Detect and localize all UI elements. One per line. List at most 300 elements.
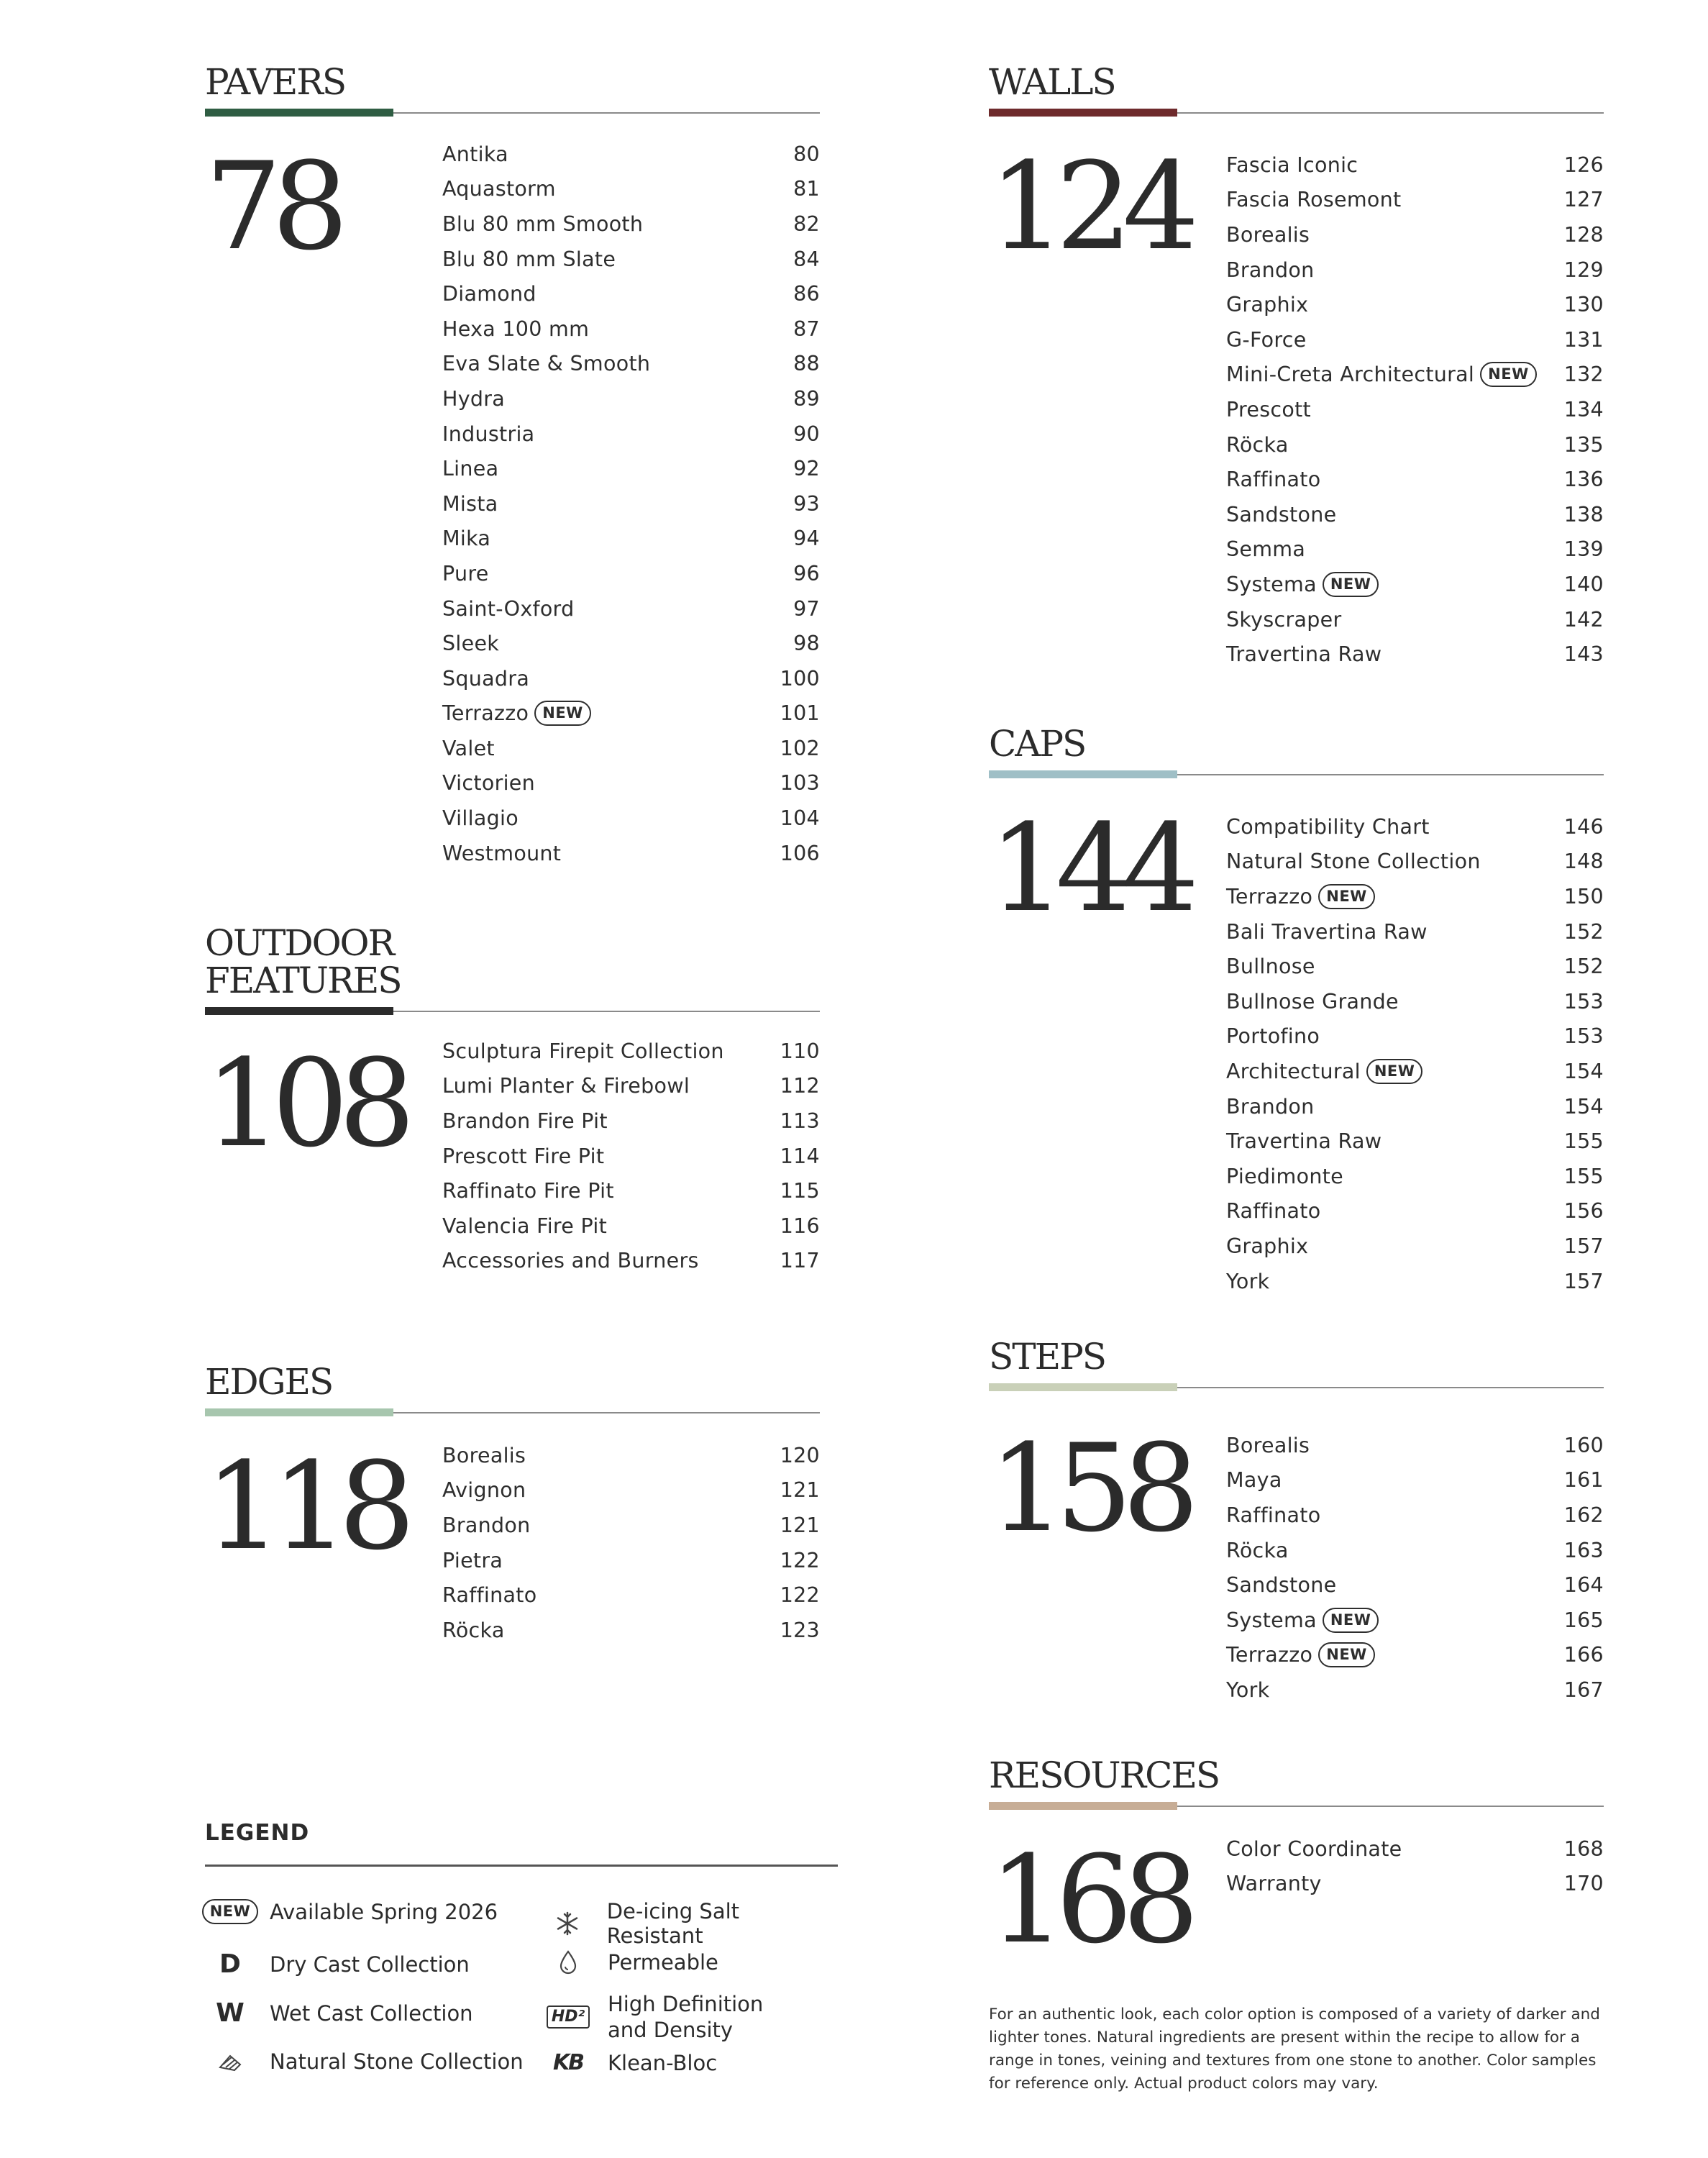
list-item [442, 766, 820, 801]
water-drop-icon [543, 1949, 593, 1975]
list-item [1226, 1229, 1604, 1264]
list-item [442, 591, 820, 627]
item-name-text: Terrazzo [442, 701, 529, 726]
new-badge: NEW [1318, 884, 1375, 909]
list-item [1226, 1638, 1604, 1673]
item-page: 170 [1563, 1872, 1604, 1896]
new-badge: NEW [1366, 1059, 1423, 1084]
legend-deicing [543, 1899, 838, 1948]
item-name [442, 352, 650, 375]
item-page: 143 [1563, 642, 1604, 667]
item-name [442, 1214, 607, 1238]
list-item [1226, 1831, 1604, 1867]
item-page: 128 [1563, 222, 1604, 247]
item-page: 165 [1563, 1608, 1604, 1632]
item-name-text: Bullnose [1226, 955, 1315, 979]
section-accent-bar [205, 1408, 393, 1416]
hd2-logo-icon: HD² [543, 2006, 593, 2029]
item-name-text: Hexa 100 mm [442, 317, 590, 341]
item-name-text: Pure [442, 561, 489, 586]
list-item [1226, 1089, 1604, 1124]
item-page: 120 [780, 1443, 820, 1467]
list-item [442, 1438, 820, 1473]
item-name [1226, 1165, 1343, 1188]
item-name [1226, 293, 1308, 317]
item-name-text: Westmount [442, 841, 562, 865]
item-page: 117 [780, 1249, 820, 1273]
item-name [1226, 223, 1310, 247]
wet-cast-icon: W [216, 1998, 245, 2028]
legend-natural-stone [205, 2049, 524, 2075]
item-name-text: Terrazzo [1226, 884, 1313, 909]
legend-label: De-icing Salt Resistant [606, 1899, 740, 1948]
legend-klean-bloc [543, 2050, 717, 2075]
item-name [442, 492, 498, 516]
item-page: 113 [780, 1108, 820, 1133]
item-page: 122 [780, 1583, 820, 1608]
item-page: 167 [1563, 1677, 1604, 1702]
list-item [442, 1173, 820, 1208]
section-caps [989, 723, 1604, 1293]
stone-layers-icon [205, 2049, 255, 2075]
list-item [1226, 949, 1604, 984]
list-item [442, 522, 820, 557]
item-name [1226, 1468, 1282, 1492]
item-name-text: Natural Stone Collection [1226, 850, 1481, 874]
item-name-text: Industria [442, 422, 535, 446]
item-page: 101 [780, 701, 820, 726]
section-rule [989, 1801, 1604, 1811]
section-title: PAVERS [205, 61, 346, 103]
list-item [442, 381, 820, 416]
item-page: 94 [793, 527, 820, 551]
list-item [1226, 1264, 1604, 1299]
item-page: 139 [1563, 537, 1604, 562]
item-name [442, 1549, 503, 1572]
item-name-text: Bullnose Grande [1226, 989, 1399, 1014]
item-page: 154 [1563, 1059, 1604, 1083]
item-list [442, 137, 820, 870]
item-page: 103 [780, 771, 820, 796]
legend-label: Dry Cast Collection [270, 1952, 470, 1977]
section-title: WALLS [989, 61, 1115, 103]
list-item [1226, 462, 1604, 497]
list-item [1226, 1194, 1604, 1229]
list-item [442, 451, 820, 486]
item-name [1226, 153, 1358, 177]
item-name [1226, 642, 1382, 666]
list-item [442, 1103, 820, 1139]
dry-cast-icon: D [219, 1949, 241, 1979]
item-name [442, 1444, 526, 1467]
item-name [442, 1179, 614, 1203]
item-name [442, 387, 505, 411]
item-page: 140 [1563, 572, 1604, 596]
item-name-text: G-Force [1226, 327, 1307, 352]
list-item [442, 1473, 820, 1508]
item-name-text: Graphix [1226, 293, 1309, 317]
item-page: 160 [1563, 1433, 1604, 1457]
list-item [1226, 879, 1604, 914]
section-edges [205, 1361, 820, 1642]
legend-label: Wet Cast Collection [270, 2000, 473, 2026]
list-item [1226, 1498, 1604, 1533]
list-item [442, 836, 820, 871]
item-name-text: Mika [442, 527, 491, 551]
list-item [1226, 809, 1604, 844]
list-item [1226, 567, 1604, 602]
list-item [1226, 1533, 1604, 1568]
item-name [1226, 468, 1320, 491]
item-name-text: York [1226, 1677, 1270, 1702]
section-steps [989, 1336, 1604, 1702]
item-page: 155 [1563, 1129, 1604, 1154]
item-page: 102 [780, 736, 820, 760]
list-item [1226, 1603, 1604, 1638]
section-resources [989, 1754, 1604, 1970]
item-name [442, 317, 589, 341]
list-item [442, 276, 820, 311]
list-item [442, 1034, 820, 1069]
section-page-number: 158 [989, 1418, 1189, 1559]
item-page: 98 [793, 632, 820, 656]
item-name-text: Aquastorm [442, 177, 556, 201]
list-item [442, 1208, 820, 1244]
item-name [1226, 608, 1342, 632]
list-item [1226, 1159, 1604, 1194]
item-page: 138 [1563, 502, 1604, 527]
item-name-text: Röcka [442, 1618, 505, 1642]
item-page: 116 [780, 1214, 820, 1238]
list-item [1226, 1019, 1604, 1055]
list-item [442, 416, 820, 452]
item-page: 132 [1563, 363, 1604, 387]
item-name-text: Terrazzo [1226, 1643, 1313, 1667]
item-name [1226, 328, 1307, 352]
item-name-text: Sculptura Firepit Collection [442, 1039, 724, 1063]
item-page: 92 [793, 457, 820, 481]
item-name-text: Brandon [442, 1513, 531, 1537]
list-item [1226, 602, 1604, 637]
section-rule [989, 108, 1604, 118]
item-name [442, 1109, 608, 1133]
item-page: 104 [780, 806, 820, 831]
item-name [442, 667, 529, 691]
section-page-number: 108 [205, 1033, 406, 1174]
item-page: 157 [1563, 1234, 1604, 1258]
item-name [1226, 1059, 1422, 1084]
klean-bloc-logo-icon: KB [552, 2050, 584, 2075]
item-name [442, 771, 535, 795]
list-item [1226, 637, 1604, 672]
list-item [442, 1139, 820, 1174]
item-name [1226, 1234, 1308, 1258]
item-page: 135 [1563, 432, 1604, 457]
legend-title: LEGEND [205, 1820, 310, 1846]
section-page-number: 118 [205, 1436, 406, 1577]
list-item [442, 626, 820, 661]
item-page: 88 [793, 352, 820, 376]
item-name-text: Skyscraper [1226, 607, 1342, 632]
item-name [1226, 1434, 1310, 1457]
item-name-text: Compatibility Chart [1226, 814, 1430, 839]
item-page: 86 [793, 282, 820, 306]
legend-hd2 [543, 1991, 763, 2043]
item-name-text: Squadra [442, 666, 530, 691]
section-page-number: 144 [989, 798, 1189, 939]
item-list [1226, 147, 1604, 672]
item-name-text: Villagio [442, 806, 519, 831]
list-item [1226, 1867, 1604, 1902]
list-item [1226, 844, 1604, 880]
item-name-text: Pietra [442, 1548, 503, 1572]
item-name-text: Travertina Raw [1226, 1129, 1382, 1154]
section-rule [205, 108, 820, 118]
item-name-text: Linea [442, 457, 499, 481]
list-item [442, 1613, 820, 1648]
section-accent-bar [989, 1802, 1177, 1810]
item-name-text: York [1226, 1269, 1270, 1293]
item-name [442, 177, 556, 201]
legend-label: Permeable [608, 1950, 718, 1975]
item-name [442, 282, 536, 306]
list-item [1226, 984, 1604, 1019]
item-name [1226, 1872, 1322, 1895]
legend-label: Natural Stone Collection [270, 2049, 524, 2074]
list-item [1226, 532, 1604, 568]
item-name [442, 737, 495, 760]
item-name [442, 701, 591, 726]
legend-permeable [543, 1949, 718, 1975]
item-name-text: Accessories and Burners [442, 1249, 699, 1273]
list-item [442, 172, 820, 207]
item-name [442, 842, 561, 865]
item-name-text: Saint-Oxford [442, 596, 575, 621]
item-name [1226, 1678, 1269, 1702]
item-list [442, 1438, 820, 1648]
list-item [1226, 217, 1604, 252]
item-page: 153 [1563, 1024, 1604, 1049]
item-name-text: Color Coordinate [1226, 1836, 1402, 1861]
item-name [1226, 362, 1537, 387]
item-name [442, 457, 498, 481]
item-name [442, 422, 534, 446]
section-rule [205, 1006, 820, 1016]
new-badge: NEW [1323, 1608, 1379, 1633]
item-page: 126 [1563, 152, 1604, 177]
item-page: 157 [1563, 1269, 1604, 1293]
list-item [1226, 322, 1604, 358]
item-name [1226, 258, 1315, 282]
item-name-text: Röcka [1226, 1538, 1289, 1562]
item-page: 130 [1563, 293, 1604, 317]
item-name-text: Borealis [442, 1443, 526, 1467]
list-item [442, 661, 820, 696]
item-page: 163 [1563, 1538, 1604, 1562]
section-title: STEPS [989, 1336, 1105, 1378]
item-name-text: Victorien [442, 771, 536, 796]
list-item [442, 556, 820, 591]
item-name-text: Prescott [1226, 397, 1312, 422]
item-name-text: Sandstone [1226, 502, 1337, 527]
item-name [442, 527, 490, 550]
item-page: 114 [780, 1144, 820, 1168]
item-name-text: Borealis [1226, 222, 1310, 247]
section-rule [989, 770, 1604, 780]
item-name-text: Warranty [1226, 1872, 1322, 1896]
section-accent-bar [989, 1383, 1177, 1391]
item-name [1226, 1270, 1269, 1293]
item-name [1226, 1573, 1336, 1597]
item-name-text: Raffinato [442, 1583, 537, 1608]
item-list [1226, 809, 1604, 1298]
new-badge: NEW [1323, 572, 1379, 597]
item-name [442, 806, 519, 830]
item-page: 110 [780, 1039, 820, 1063]
item-list [1226, 1428, 1604, 1708]
section-title: OUTDOOR FEATURES [205, 922, 401, 1001]
section-rule [205, 1408, 820, 1418]
item-name [1226, 1608, 1379, 1633]
item-name-text: Brandon [1226, 1094, 1315, 1119]
item-name [1226, 398, 1311, 422]
item-name [442, 1583, 536, 1607]
item-name [1226, 1503, 1320, 1527]
item-name [442, 1513, 531, 1537]
item-page: 122 [780, 1548, 820, 1572]
list-item [442, 206, 820, 242]
item-name-text: Graphix [1226, 1234, 1309, 1258]
color-disclaimer-note: For an authentic look, each color option is composed of a variety of darker and lighter tones. Natural ingredients are present within the recipe to allow for a range in tones, veining and textures from one stone to another. Color samples for reference only. Actual product colors may vary. [989, 2006, 1600, 2093]
list-item [1226, 1463, 1604, 1498]
item-name-text: Blu 80 mm Smooth [442, 211, 644, 236]
item-name [442, 212, 643, 236]
item-name-text: Travertina Raw [1226, 642, 1382, 667]
item-name [442, 1074, 690, 1098]
section-page-number: 124 [989, 136, 1189, 277]
item-name-text: Fascia Iconic [1226, 152, 1358, 177]
legend-dry-cast [205, 1949, 470, 1979]
item-list [1226, 1831, 1604, 1901]
item-page: 150 [1563, 884, 1604, 909]
item-page: 146 [1563, 814, 1604, 839]
item-name [1226, 955, 1315, 978]
item-name [1226, 188, 1401, 211]
legend-rule [205, 1865, 838, 1867]
list-item [442, 731, 820, 766]
list-item [1226, 1672, 1604, 1708]
item-name-text: Raffinato [1226, 468, 1321, 492]
item-page: 142 [1563, 607, 1604, 632]
item-page: 97 [793, 596, 820, 621]
item-name-text: Blu 80 mm Slate [442, 247, 616, 271]
section-walls [989, 61, 1604, 667]
list-item [1226, 1054, 1604, 1089]
item-name-text: Valet [442, 736, 495, 760]
item-name-text: Architectural [1226, 1059, 1361, 1083]
list-item [442, 311, 820, 347]
item-page: 155 [1563, 1164, 1604, 1188]
list-item [1226, 183, 1604, 218]
new-badge-icon: NEW [202, 1899, 259, 1924]
item-page: 154 [1563, 1094, 1604, 1119]
legend [205, 1820, 838, 2075]
item-name-text: Mista [442, 491, 498, 516]
section-accent-bar [205, 109, 393, 117]
item-page: 134 [1563, 397, 1604, 422]
list-item [442, 696, 820, 732]
item-name-text: Lumi Planter & Firebowl [442, 1074, 690, 1098]
item-name-text: Valencia Fire Pit [442, 1214, 608, 1238]
item-page: 90 [793, 422, 820, 446]
section-accent-bar [989, 109, 1177, 117]
item-name-text: Brandon Fire Pit [442, 1108, 608, 1133]
item-page: 81 [793, 177, 820, 201]
item-name [1226, 1539, 1289, 1562]
item-page: 148 [1563, 850, 1604, 874]
item-page: 162 [1563, 1503, 1604, 1527]
item-name-text: Portofino [1226, 1024, 1320, 1049]
list-item [442, 242, 820, 277]
item-name-text: Avignon [442, 1478, 526, 1503]
item-page: 121 [780, 1513, 820, 1537]
item-name [1226, 884, 1375, 909]
item-name-text: Hydra [442, 386, 506, 411]
item-name [1226, 433, 1289, 457]
item-name [1226, 920, 1428, 944]
item-page: 123 [780, 1618, 820, 1642]
list-item [442, 486, 820, 522]
item-name-text: Sandstone [1226, 1573, 1337, 1598]
item-name-text: Sleek [442, 632, 500, 656]
item-page: 100 [780, 666, 820, 691]
legend-label: High Definition and Density [608, 1992, 764, 2042]
list-item [1226, 1428, 1604, 1463]
new-badge: NEW [1318, 1642, 1375, 1667]
item-name-text: Antika [442, 142, 508, 166]
list-item [1226, 252, 1604, 288]
item-name [1226, 1642, 1375, 1667]
item-name-text: Systema [1226, 1608, 1317, 1632]
section-pavers [205, 61, 820, 865]
list-item [1226, 392, 1604, 427]
section-title: RESOURCES [989, 1754, 1220, 1796]
section-page-number: 78 [205, 136, 339, 277]
item-page: 87 [793, 317, 820, 341]
item-name-text: Eva Slate & Smooth [442, 352, 651, 376]
item-name [442, 142, 508, 166]
section-page-number: 168 [989, 1829, 1189, 1970]
list-item [1226, 914, 1604, 950]
item-name [1226, 990, 1399, 1014]
item-name-text: Maya [1226, 1468, 1282, 1493]
new-badge: NEW [1480, 362, 1537, 387]
item-name-text: Brandon [1226, 258, 1315, 282]
item-page: 93 [793, 491, 820, 516]
legend-label: Available Spring 2026 [270, 1899, 498, 1924]
item-name [442, 1144, 604, 1168]
new-badge: NEW [534, 701, 591, 726]
item-name [442, 247, 616, 271]
item-page: 164 [1563, 1573, 1604, 1598]
item-name [1226, 1837, 1402, 1861]
item-name-text: Borealis [1226, 1433, 1310, 1457]
item-page: 129 [1563, 258, 1604, 282]
item-list [442, 1034, 820, 1278]
legend-new [205, 1899, 498, 1924]
list-item [442, 347, 820, 382]
list-item [442, 137, 820, 172]
